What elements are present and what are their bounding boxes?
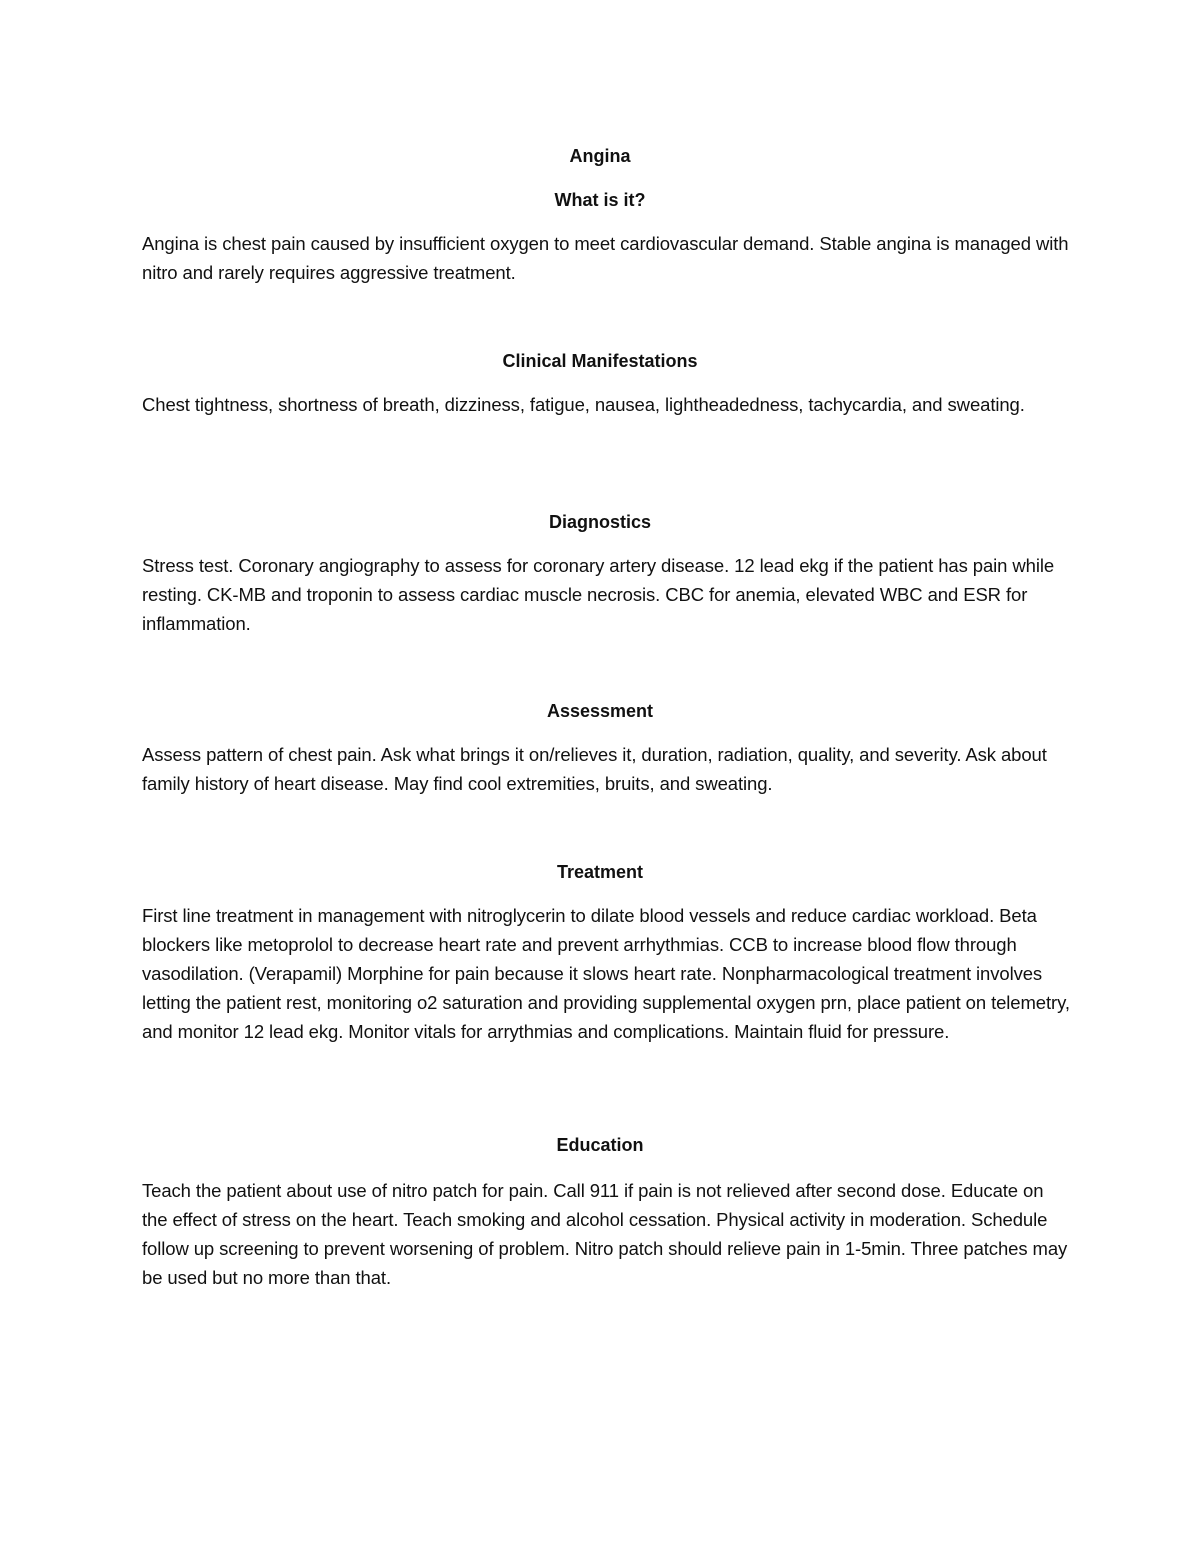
heading-treatment: Treatment <box>556 862 644 882</box>
document-title: Angina <box>569 146 631 166</box>
heading-what-is-it: What is it? <box>554 190 646 210</box>
heading-clinical-manifestations: Clinical Manifestations <box>502 351 698 371</box>
paragraph-diagnostics: Stress test. Coronary angiography to assess for coronary artery disease. 12 lead ekg if the patient has pain while resting. CK-MB and troponin to assess cardiac muscle necrosis. CBC for anemia, elevated WBC and ESR for inflammation. <box>142 555 1055 634</box>
paragraph-education: Teach the patient about use of nitro patch for pain. Call 911 if pain is not relieved after second dose. Educate on the effect of stress on the heart. Teach smoking and alcohol cessation. Physical activity in moderation. Schedule follow up screening to prevent worsening of problem. Nitro patch should relieve pain in 1-5min. Three patches may be used but no more than that. <box>142 1180 1068 1288</box>
heading-diagnostics: Diagnostics <box>548 512 652 532</box>
paragraph-assessment: Assess pattern of chest pain. Ask what brings it on/relieves it, duration, radiation, quality, and severity. Ask about family history of heart disease. May find cool extremities, bruits, and sweating. <box>142 744 1047 794</box>
paragraph-treatment: First line treatment in management with nitroglycerin to dilate blood vessels and reduce cardiac workload. Beta blockers like metoprolol to decrease heart rate and prevent arrhythmias. CCB to increase blood flow through vasodilation. (Verapamil) Morphine for pain because it slows heart rate. Nonpharmacological treatment involves letting the patient rest, monitoring o2 saturation and providing supplemental oxygen prn, place patient on telemetry, and monitor 12 lead ekg. Monitor vitals for arrythmias and complications. Maintain fluid for pressure. <box>142 905 1070 1042</box>
heading-assessment: Assessment <box>546 701 654 721</box>
heading-education: Education <box>556 1135 644 1155</box>
paragraph-clinical-manifestations: Chest tightness, shortness of breath, dizziness, fatigue, nausea, lightheadedness, tachycardia, and sweating. <box>142 394 1025 415</box>
paragraph-what-is-it: Angina is chest pain caused by insufficient oxygen to meet cardiovascular demand. Stable angina is managed with nitro and rarely requires aggressive treatment. <box>142 233 1069 283</box>
